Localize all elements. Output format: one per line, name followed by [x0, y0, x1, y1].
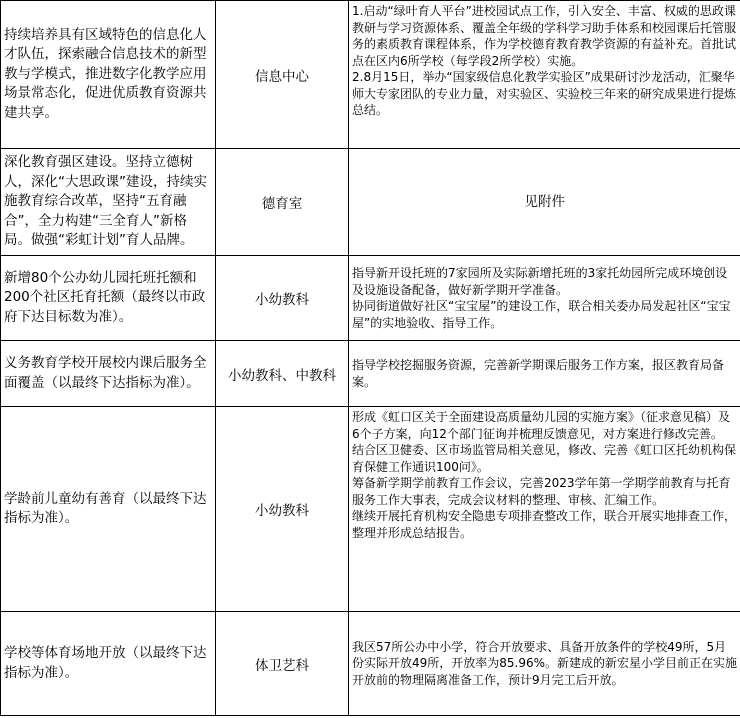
department-cell — [216, 407, 349, 612]
progress-cell — [349, 1, 740, 149]
department-cell — [216, 612, 349, 716]
progress-item: 结合区卫健委、区市场监管局相关意见，修改、完善《虹口区托幼机构保育保健工作通识100问》。 — [352, 443, 737, 474]
task-text: 学校等体育场地开放（以最终下达指标为准）。 — [4, 645, 207, 681]
progress-cell — [349, 149, 740, 256]
task-text: 深化教育强区建设。坚持立德树人，深化“大思政课”建设，持续实施教育综合改革，坚持“五育融合”，全力构建“三全育人”新格局。做强“彩虹计划”育人品牌。 — [4, 154, 207, 249]
department-text: 小幼教科 — [255, 503, 309, 519]
progress-item: 继续开展托育机构安全隐患专项排查整改工作，联合开展实地排查工作，整理并形成总结报告。 — [352, 509, 737, 540]
task-cell — [1, 256, 216, 341]
progress-item: 见附件 — [524, 193, 565, 210]
progress-item: 筹备新学期学前教育工作会议，完善2023学年第一学期学前教育与托育服务工作大事表，完成会议材料的整理、审核、汇编工作。 — [352, 476, 731, 507]
progress-cell — [349, 407, 740, 612]
department-text: 小幼教科 — [255, 292, 309, 308]
progress-item: 指导新开设托班的7家园所及实际新增托班的3家托幼园所完成环境创设及设施设备配备，做好新学期开学准备。 — [352, 266, 728, 297]
task-text: 学龄前儿童幼有善育（以最终下达指标为准）。 — [4, 490, 207, 526]
department-text: 小幼教科、中教科 — [228, 367, 336, 384]
department-cell — [216, 1, 349, 149]
progress-item: 1.启动“绿叶育人平台”进校园试点工作，引入安全、丰富、权威的思政课教研与学习资源体系、覆盖全年级的学科学习助手体系和校园课后托管服务的素质教育课程体系，作为学校德育教育教学资源的有益补充。首批试点在区内6所学校（每学段2所学校）实施。 — [352, 4, 737, 68]
table-row — [1, 256, 740, 341]
department-text: 信息中心 — [255, 68, 309, 85]
table-row — [1, 341, 740, 407]
progress-item: 2.8月15日，举办“国家级信息化教学实验区”成果研讨沙龙活动，汇聚华师大专家团队的专业力量，对实验区、实验校三年来的研究成果进行提炼总结。 — [352, 70, 737, 117]
department-cell — [216, 149, 349, 256]
department-cell — [216, 341, 349, 407]
task-text: 持续培养具有区域特色的信息化人才队伍，探索融合信息技术的新型教与学模式，推进数字化教学应用场景常态化，促进优质教育资源共建共享。 — [4, 26, 207, 121]
progress-item: 我区57所公办中小学，符合开放要求、具备开放条件的学校49所，5月份实际开放49所，开放率为85.96%。新建成的新宏星小学目前正在实施开放前的物理隔离准备工作，预计9月完工后开放。 — [352, 639, 738, 687]
table-row — [1, 149, 740, 256]
task-text: 义务教育学校开展校内课后服务全面覆盖（以最终下达指标为准）。 — [4, 355, 207, 391]
progress-item: 指导学校挖掘服务资源，完善新学期课后服务工作方案，报区教育局备案。 — [352, 358, 725, 389]
task-text: 新增80个公办幼儿园托班托额和200个社区托育托额（最终以市政府下达目标数为准）。 — [4, 269, 206, 325]
task-cell — [1, 341, 216, 407]
progress-cell — [349, 612, 740, 716]
task-cell — [1, 1, 216, 149]
task-cell — [1, 407, 216, 612]
table-row — [1, 407, 740, 612]
table-row — [1, 612, 740, 716]
progress-cell — [349, 341, 740, 407]
department-text: 体卫艺科 — [255, 657, 309, 674]
task-cell — [1, 612, 216, 716]
task-cell — [1, 149, 216, 256]
department-cell — [216, 256, 349, 341]
progress-item: 协同街道做好社区“宝宝屋”的建设工作，联合相关委办局发起社区“宝宝屋”的实地验收、指导工作。 — [352, 299, 731, 330]
table-row — [1, 1, 740, 149]
progress-cell — [349, 256, 740, 341]
progress-item: 形成《虹口区关于全面建设高质量幼儿园的实施方案》（征求意见稿）及6个子方案，向12个部门征询并梳理反馈意见，对方案进行修改完善。 — [352, 410, 731, 441]
department-text: 德育室 — [261, 196, 303, 212]
